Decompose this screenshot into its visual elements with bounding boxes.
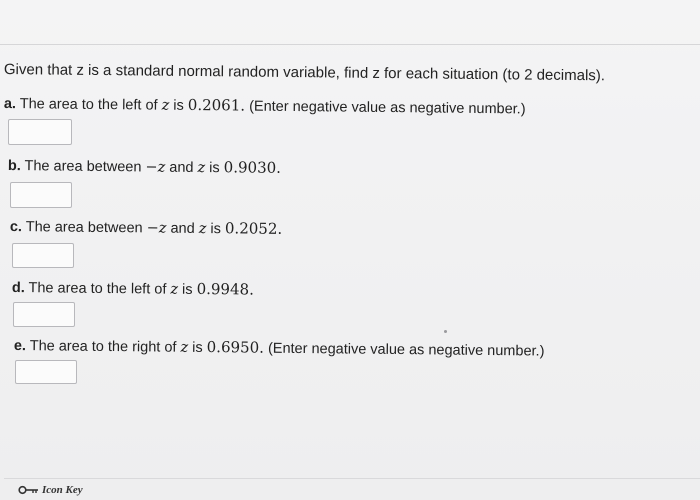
question-e-note: (Enter negative value as negative number.): [267, 340, 545, 360]
question-c-value: 0.2052: [224, 219, 278, 238]
question-e: [14, 335, 545, 362]
variable-neg-z: −z: [145, 159, 166, 176]
question-b-letter: b.: [7, 157, 21, 175]
answer-input-c[interactable]: [12, 243, 74, 268]
question-c-and: and: [170, 220, 195, 237]
icon-key-bar: [4, 478, 700, 500]
variable-z: z: [170, 281, 179, 298]
question-a-period: .: [240, 96, 246, 115]
question-d-value: 0.9948: [196, 279, 250, 299]
question-b: [8, 155, 281, 179]
question-d-prefix: The area to the left of: [28, 280, 167, 298]
question-a-prefix: The area to the left of: [19, 96, 158, 114]
question-e-value: 0.6950: [206, 338, 260, 357]
question-c-letter: c.: [9, 218, 23, 236]
question-e-period: .: [259, 338, 265, 357]
answer-input-d[interactable]: [13, 302, 75, 327]
variable-z: z: [197, 159, 206, 177]
question-a: [4, 93, 526, 119]
question-a-value: 0.2061: [187, 95, 241, 115]
answer-input-b[interactable]: [10, 182, 72, 208]
question-e-letter: e.: [13, 337, 27, 355]
stray-dot: [444, 330, 447, 333]
question-b-prefix: The area between: [24, 158, 142, 176]
variable-z: z: [198, 220, 207, 238]
key-icon[interactable]: [18, 484, 40, 496]
variable-neg-z: −z: [146, 220, 167, 237]
icon-key-label[interactable]: Icon Key: [42, 484, 83, 496]
question-a-note: (Enter negative value as negative number.): [249, 98, 526, 118]
question-c-prefix: The area between: [25, 219, 143, 237]
variable-z: z: [180, 339, 189, 356]
question-e-is: is: [192, 339, 203, 356]
question-a-letter: a.: [3, 95, 17, 113]
instructions: [4, 60, 605, 86]
question-d: [12, 277, 254, 301]
question-b-value: 0.9030: [223, 158, 277, 177]
question-b-is: is: [209, 160, 220, 177]
instructions-text: Given that z is a standard normal random variable, find z for each situation (to 2 decimals).: [3, 60, 606, 85]
question-c: [10, 216, 283, 240]
question-d-period: .: [249, 280, 254, 299]
variable-z: z: [161, 97, 170, 114]
question-d-letter: d.: [11, 279, 25, 297]
question-c-period: .: [277, 219, 283, 238]
question-b-period: .: [276, 158, 282, 177]
question-e-prefix: The area to the right of: [29, 338, 177, 356]
question-a-is: is: [173, 97, 184, 114]
answer-input-e[interactable]: [15, 360, 77, 384]
question-b-and: and: [169, 159, 194, 176]
question-d-is: is: [182, 281, 193, 298]
question-c-is: is: [210, 221, 221, 238]
header-divider: [0, 44, 700, 45]
answer-input-a[interactable]: [8, 119, 72, 145]
